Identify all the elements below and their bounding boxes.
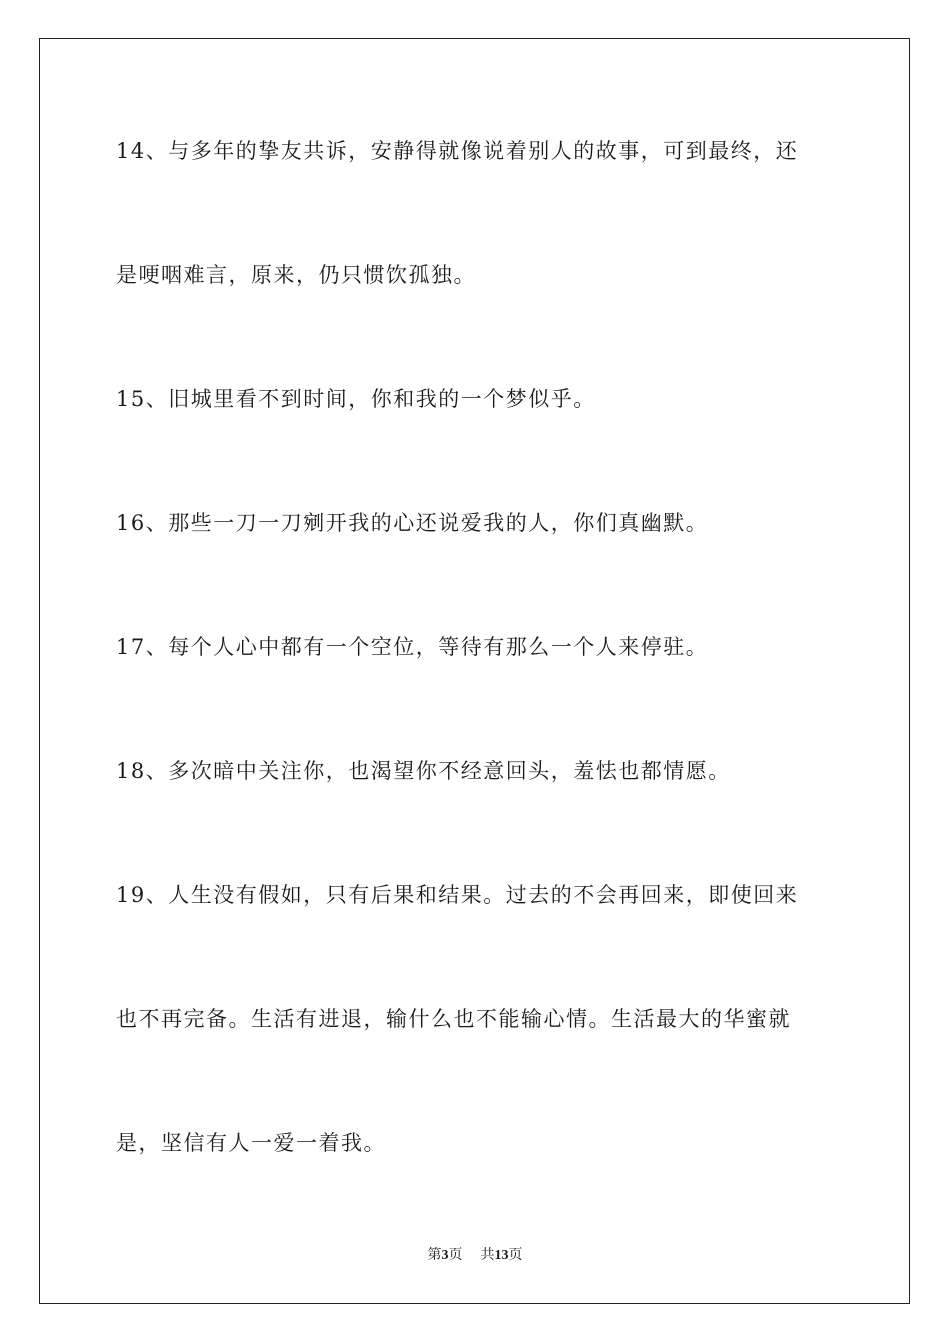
text-line-7: 19、人生没有假如，只有后果和结果。过去的不会再回来，即使回来: [116, 883, 799, 907]
footer-page-number: 3: [441, 1248, 449, 1263]
text-line-8: 也不再完备。生活有进退，输什么也不能输心情。生活最大的华蜜就: [116, 1007, 791, 1031]
footer-page-suffix: 页: [448, 1248, 463, 1263]
text-line-5: 17、每个人心中都有一个空位，等待有那么一个人来停驻。: [116, 635, 709, 659]
footer-total-prefix: 共: [480, 1248, 495, 1263]
footer-total-number: 13: [494, 1248, 509, 1263]
page-border: [39, 38, 910, 1304]
text-line-4: 16、那些一刀一刀剜开我的心还说爱我的人，你们真幽默。: [116, 511, 709, 535]
text-line-1: 14、与多年的挚友共诉，安静得就像说着别人的故事，可到最终，还: [116, 139, 799, 163]
text-line-3: 15、旧城里看不到时间，你和我的一个梦似乎。: [116, 387, 596, 411]
text-line-9: 是，坚信有人一爱一着我。: [116, 1131, 386, 1155]
page-footer: [0, 1247, 950, 1265]
text-line-2: 是哽咽难言，原来，仍只惯饮孤独。: [116, 263, 476, 287]
text-line-6: 18、多次暗中关注你，也渴望你不经意回头，羞怯也都情愿。: [116, 759, 731, 783]
footer-page-prefix: 第: [427, 1248, 442, 1263]
footer-total-suffix: 页: [508, 1248, 523, 1263]
